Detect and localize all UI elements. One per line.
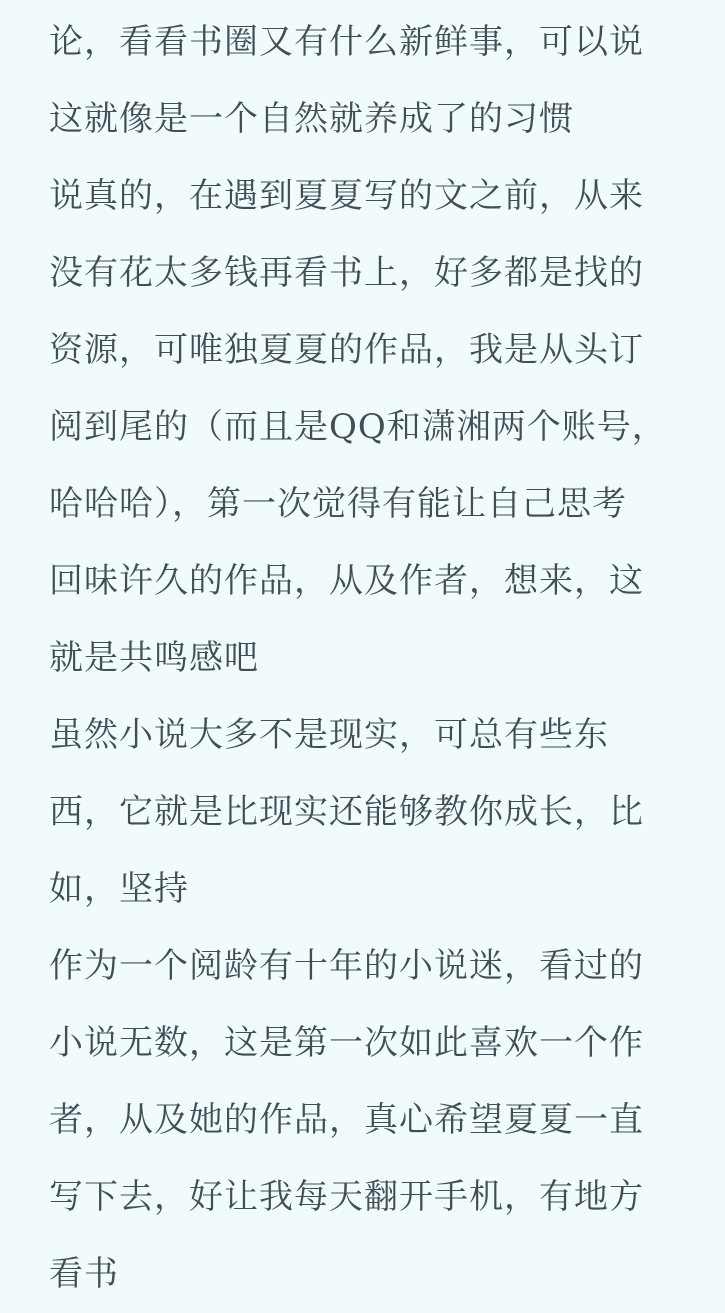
text-line: 哈哈哈），第一次觉得有能让自己思考 [49, 484, 627, 524]
text-line: 写下去，好让我每天翻开手机，有地方 [49, 1177, 644, 1217]
text-line: 西，它就是比现实还能够教你成长，比 [49, 792, 644, 832]
text-line: 没有花太多钱再看书上，好多都是找的 [49, 253, 644, 293]
paragraph-4 [49, 928, 669, 1294]
text-line: 如，坚持 [49, 869, 189, 909]
text-line: 虽然小说大多不是现实，可总有些东 [49, 715, 609, 755]
text-line: 论，看看书圈又有什么新鲜事，可以说 [49, 22, 644, 62]
text-line: 资源，可唯独夏夏的作品，我是从头订 [49, 330, 644, 370]
text-line: 说真的，在遇到夏夏写的文之前，从来 [49, 176, 644, 216]
paragraph-2 [49, 158, 669, 697]
text-line: 者，从及她的作品，真心希望夏夏一直 [49, 1100, 644, 1140]
article-text [49, 4, 669, 1294]
paragraph-1 [49, 4, 669, 158]
text-line: 阅到尾的（而且是QQ和潇湘两个账号， [49, 407, 667, 447]
text-line: 小说无数，这是第一次如此喜欢一个作 [49, 1023, 644, 1063]
text-line: 回味许久的作品，从及作者，想来，这 [49, 561, 644, 601]
paragraph-3 [49, 697, 669, 928]
text-line: 看书 [49, 1254, 119, 1294]
text-line: 就是共鸣感吧 [49, 638, 259, 678]
text-line: 这就像是一个自然就养成了的习惯 [49, 99, 574, 139]
text-line: 作为一个阅龄有十年的小说迷，看过的 [49, 946, 644, 986]
